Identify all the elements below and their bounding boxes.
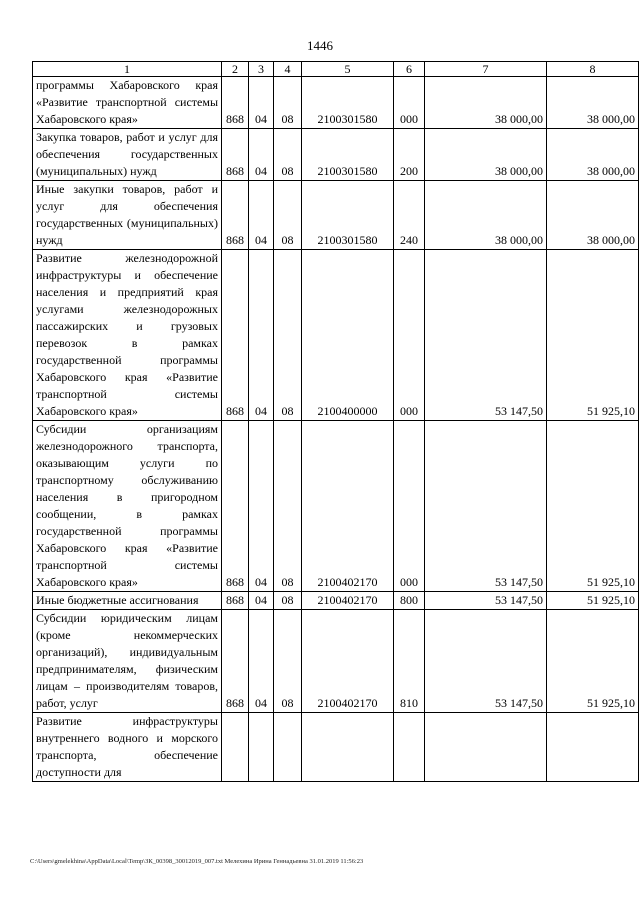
row-value-cell: 08 (274, 181, 302, 250)
row-value-cell: 04 (249, 181, 274, 250)
row-value-cell: 51 925,10 (547, 592, 639, 610)
row-value-cell: 04 (249, 77, 274, 129)
table-row (33, 250, 639, 421)
footer-file-path: C:\Users\gmelekhina\AppData\Local\Temp\ЗК_00398_30012019_007.txt Мелехина Ирина Геннадьевна 31.01.2019 11:56:23 (30, 858, 364, 865)
row-value-cell: 04 (249, 610, 274, 713)
header-cell: 7 (425, 62, 547, 77)
row-value-cell: 38 000,00 (547, 77, 639, 129)
row-value-cell (249, 713, 274, 782)
row-value-cell: 38 000,00 (425, 129, 547, 181)
table-row (33, 610, 639, 713)
row-value-cell: 240 (394, 181, 425, 250)
row-value-cell (274, 713, 302, 782)
row-name-cell: Развитие инфраструктуры внутреннего водного и морского транспорта, обеспечение доступности для (33, 713, 222, 782)
row-value-cell: 08 (274, 129, 302, 181)
row-value-cell: 868 (222, 129, 249, 181)
row-name-cell: Закупка товаров, работ и услуг для обеспечения государственных (муниципальных) нужд (33, 129, 222, 181)
row-value-cell: 04 (249, 129, 274, 181)
row-value-cell: 868 (222, 610, 249, 713)
row-name-cell: Субсидии организациям железнодорожного транспорта, оказывающим услуги по транспортному обслуживанию населения в пригородном сообщении, в рамках государственной программы Хабаровского края «Развитие транспортной системы Хабаровского края» (33, 421, 222, 592)
row-value-cell: 53 147,50 (425, 610, 547, 713)
row-value-cell: 08 (274, 592, 302, 610)
row-value-cell: 38 000,00 (425, 77, 547, 129)
row-value-cell: 04 (249, 421, 274, 592)
row-value-cell: 38 000,00 (547, 181, 639, 250)
row-value-cell: 51 925,10 (547, 421, 639, 592)
row-value-cell: 08 (274, 610, 302, 713)
row-value-cell: 53 147,50 (425, 592, 547, 610)
row-name-cell: Субсидии юридическим лицам (кроме некоммерческих организаций), индивидуальным предпринимателям, физическим лицам – производителям товаров, работ, услуг (33, 610, 222, 713)
row-value-cell: 000 (394, 77, 425, 129)
row-name-cell: Развитие железнодорожной инфраструктуры и обеспечение населения и предприятий края услугами железнодорожных пассажирских и грузовых перевозок в рамках государственной программы Хабаровского края «Развитие транспортной системы Хабаровского края» (33, 250, 222, 421)
header-cell: 1 (33, 62, 222, 77)
row-value-cell: 51 925,10 (547, 610, 639, 713)
header-cell: 3 (249, 62, 274, 77)
table-row (33, 713, 639, 782)
row-value-cell: 51 925,10 (547, 250, 639, 421)
row-value-cell: 38 000,00 (425, 181, 547, 250)
row-value-cell: 08 (274, 250, 302, 421)
row-value-cell: 53 147,50 (425, 250, 547, 421)
row-value-cell (394, 713, 425, 782)
row-value-cell: 868 (222, 421, 249, 592)
page-number: 1446 (307, 38, 333, 53)
row-value-cell: 868 (222, 77, 249, 129)
row-value-cell: 08 (274, 421, 302, 592)
header-cell: 8 (547, 62, 639, 77)
row-value-cell: 2100301580 (302, 77, 394, 129)
row-value-cell: 2100402170 (302, 421, 394, 592)
table-row (33, 421, 639, 592)
row-value-cell: 08 (274, 77, 302, 129)
row-value-cell: 2100301580 (302, 129, 394, 181)
header-cell: 6 (394, 62, 425, 77)
row-value-cell: 2100301580 (302, 181, 394, 250)
row-value-cell (425, 713, 547, 782)
row-value-cell: 000 (394, 421, 425, 592)
header-cell: 4 (274, 62, 302, 77)
row-name-cell: Иные бюджетные ассигнования (33, 592, 222, 610)
row-value-cell: 868 (222, 592, 249, 610)
header-cell: 5 (302, 62, 394, 77)
header-cell: 2 (222, 62, 249, 77)
row-name-cell: Иные закупки товаров, работ и услуг для обеспечения государственных (муниципальных) нужд (33, 181, 222, 250)
row-value-cell: 2100402170 (302, 610, 394, 713)
row-value-cell: 868 (222, 181, 249, 250)
row-value-cell: 2100402170 (302, 592, 394, 610)
row-value-cell: 04 (249, 592, 274, 610)
row-value-cell (222, 713, 249, 782)
table-row (33, 592, 639, 610)
row-value-cell (302, 713, 394, 782)
row-value-cell: 200 (394, 129, 425, 181)
table-header-row (33, 62, 639, 77)
row-name-cell: программы Хабаровского края «Развитие транспортной системы Хабаровского края» (33, 77, 222, 129)
row-value-cell: 38 000,00 (547, 129, 639, 181)
row-value-cell: 2100400000 (302, 250, 394, 421)
row-value-cell: 800 (394, 592, 425, 610)
row-value-cell (547, 713, 639, 782)
row-value-cell: 04 (249, 250, 274, 421)
row-value-cell: 53 147,50 (425, 421, 547, 592)
table-row (33, 181, 639, 250)
table-row (33, 129, 639, 181)
budget-table (32, 61, 639, 782)
row-value-cell: 810 (394, 610, 425, 713)
table-row (33, 77, 639, 129)
row-value-cell: 000 (394, 250, 425, 421)
row-value-cell: 868 (222, 250, 249, 421)
